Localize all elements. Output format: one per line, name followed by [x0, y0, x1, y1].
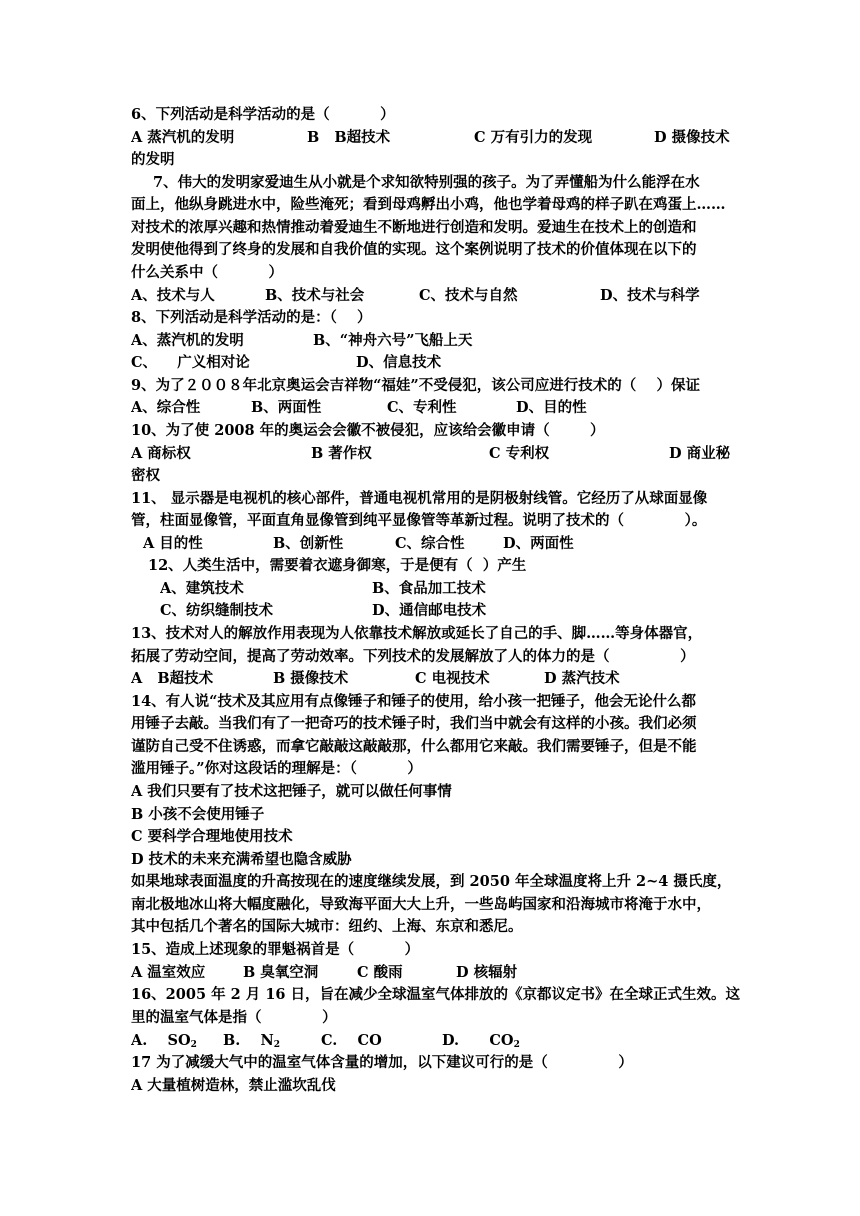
text-line [131, 352, 741, 374]
answer-option: B、食品加工技术 [372, 580, 486, 597]
answer-option: D、技术与科学 [600, 287, 700, 304]
text-line: 拓展了劳动空间，提高了劳动效率。下列技术的发展解放了人的体力的是（ ） [131, 648, 695, 665]
text-line [131, 285, 741, 307]
answer-option: A 温室效应 [131, 964, 206, 981]
answer-option: C 酸雨 [357, 964, 403, 981]
text-line: 10、为了使 2008 年的奥运会会徽不被侵犯，应该给会徽申请（ ） [131, 422, 605, 439]
answer-option: D 核辐射 [456, 964, 518, 981]
answer-option: C、专利性 [387, 399, 457, 416]
text-line: 发明使他得到了终身的发展和自我价值的实现。这个案例说明了技术的价值体现在以下的 [131, 241, 697, 258]
text-line [160, 600, 770, 622]
answer-option-text: B. N [223, 1032, 274, 1049]
text-line [131, 533, 741, 555]
text-line: 对技术的浓厚兴趣和热情推动着爱迪生不断地进行创造和发明。爱迪生在技术上的创造和 [131, 219, 697, 236]
text-line [131, 962, 741, 984]
text-line [131, 443, 741, 465]
answer-option: B、技术与社会 [265, 287, 365, 304]
answer-option: C. CO [321, 1032, 382, 1049]
answer-option: A、技术与人 [131, 287, 215, 304]
text-line: 13、技术对人的解放作用表现为人依靠技术解放或延长了自己的手、脚……等身体器官， [131, 625, 703, 642]
text-line: 面上，他纵身跳进水中，险些淹死；看到母鸡孵出小鸡，他也学着母鸡的样子趴在鸡蛋上…… [131, 196, 726, 213]
answer-option: B 摄像技术 [273, 670, 349, 687]
text-line: 谨防自己受不住诱惑，而拿它敲敲这敲敲那，什么都用它来敲。我们需要锤子，但是不能 [131, 738, 697, 755]
answer-option: D 商业秘 [669, 445, 731, 462]
answer-option: D、目的性 [516, 399, 587, 416]
text-line: 里的温室气体是指（ ） [131, 1009, 337, 1026]
text-line: 滥用锤子。”你对这段话的理解是：（ ） [131, 760, 422, 777]
text-line: 如果地球表面温度的升高按现在的速度继续发展，到 2050 年全球温度将上升 2~4 摄氏度， [131, 873, 732, 890]
answer-option: A、建筑技术 [160, 580, 244, 597]
answer-option: C 电视技术 [415, 670, 490, 687]
answer-option [131, 1030, 197, 1052]
text-line: D 技术的未来充满希望也隐含威胁 [131, 851, 352, 868]
text-line: 7、伟大的发明家爱迪生从小就是个求知欲特别强的孩子。为了弄懂船为什么能浮在水 [148, 174, 700, 191]
text-line: 11、 显示器是电视机的核心部件，普通电视机常用的是阴极射线管。它经历了从球面显像 [131, 490, 708, 507]
answer-option-text: A. SO [131, 1032, 191, 1049]
answer-option [442, 1030, 520, 1052]
text-line [131, 127, 741, 149]
text-line: 其中包括几个著名的国际大城市：纽约、上海、东京和悉尼。 [131, 918, 523, 935]
text-line: 密权 [131, 467, 160, 484]
text-line: 8、下列活动是科学活动的是：（ ） [131, 309, 372, 326]
answer-option: B 著作权 [311, 445, 372, 462]
answer-option: D、两面性 [503, 535, 574, 552]
text-line: A 大量植树造林，禁止滥坎乱伐 [131, 1077, 336, 1094]
answer-option [223, 1030, 280, 1052]
text-line: 的发明 [131, 151, 175, 168]
text-line: 16、2005 年 2 月 16 日，旨在减少全球温室气体排放的《京都议定书》在全球正式生效。这 [131, 986, 741, 1003]
answer-option-text: D. CO [442, 1032, 514, 1049]
text-line: 南北极地冰山将大幅度融化，导致海平面大大上升，一些岛屿国家和沿海城市将淹于水中， [131, 896, 711, 913]
text-line [160, 578, 770, 600]
answer-option: C 专利权 [489, 445, 550, 462]
answer-option: C、 广义相对论 [131, 354, 250, 371]
answer-option: C 万有引力的发现 [474, 129, 593, 146]
answer-option: A 目的性 [143, 535, 203, 552]
text-line: 什么关系中（ ） [131, 264, 283, 281]
answer-option: C、纺织缝制技术 [160, 602, 274, 619]
subscript: 2 [513, 1040, 520, 1050]
subscript: 2 [190, 1040, 197, 1050]
text-line: 用锤子去敲。当我们有了一把奇巧的技术锤子时，我们当中就会有这样的小孩。我们必须 [131, 715, 697, 732]
text-line: 6、下列活动是科学活动的是（ ） [131, 106, 395, 123]
text-line: C 要科学合理地使用技术 [131, 828, 293, 845]
answer-option: A B超技术 [131, 670, 214, 687]
text-line: 9、为了２００８年北京奥运会吉祥物“福娃”不受侵犯，该公司应进行技术的（ ）保证 [131, 377, 700, 394]
text-line [131, 397, 741, 419]
answer-option: B、创新性 [273, 535, 344, 552]
subscript: 2 [273, 1040, 281, 1050]
answer-option: D 蒸汽技术 [544, 670, 620, 687]
answer-option: A 蒸汽机的发明 [131, 129, 235, 146]
text-line: 15、造成上述现象的罪魁祸首是（ ） [131, 941, 420, 958]
text-line: B 小孩不会使用锤子 [131, 806, 265, 823]
answer-option: D 摄像技术 [654, 129, 730, 146]
answer-option: B B超技术 [307, 129, 391, 146]
text-line: 12、人类生活中，需要着衣遮身御寒，于是便有（ ）产生 [148, 557, 527, 574]
answer-option: C、技术与自然 [419, 287, 518, 304]
text-line: 管，柱面显像管，平面直角显像管到纯平显像管等革新过程。说明了技术的（ ）。 [131, 512, 707, 529]
text-line: A 我们只要有了技术这把锤子，就可以做任何事情 [131, 783, 452, 800]
answer-option: A、综合性 [131, 399, 201, 416]
answer-option: C、综合性 [395, 535, 465, 552]
answer-option: B、两面性 [251, 399, 322, 416]
answer-option: B、“神舟六号”飞船上天 [313, 332, 473, 349]
text-line [131, 668, 741, 690]
text-line: 14、有人说“技术及其应用有点像锤子和锤子的使用，给小孩一把锤子，他会无论什么都 [131, 693, 697, 710]
text-line: 17 为了减缓大气中的温室气体含量的增加，以下建议可行的是（ ） [131, 1054, 633, 1071]
answer-option: A 商标权 [131, 445, 191, 462]
answer-option: D、通信邮电技术 [372, 602, 487, 619]
text-line [131, 1030, 741, 1052]
answer-option: A、蒸汽机的发明 [131, 332, 244, 349]
text-line [131, 330, 741, 352]
answer-option: B 臭氧空洞 [243, 964, 319, 981]
answer-option: D、信息技术 [356, 354, 442, 371]
